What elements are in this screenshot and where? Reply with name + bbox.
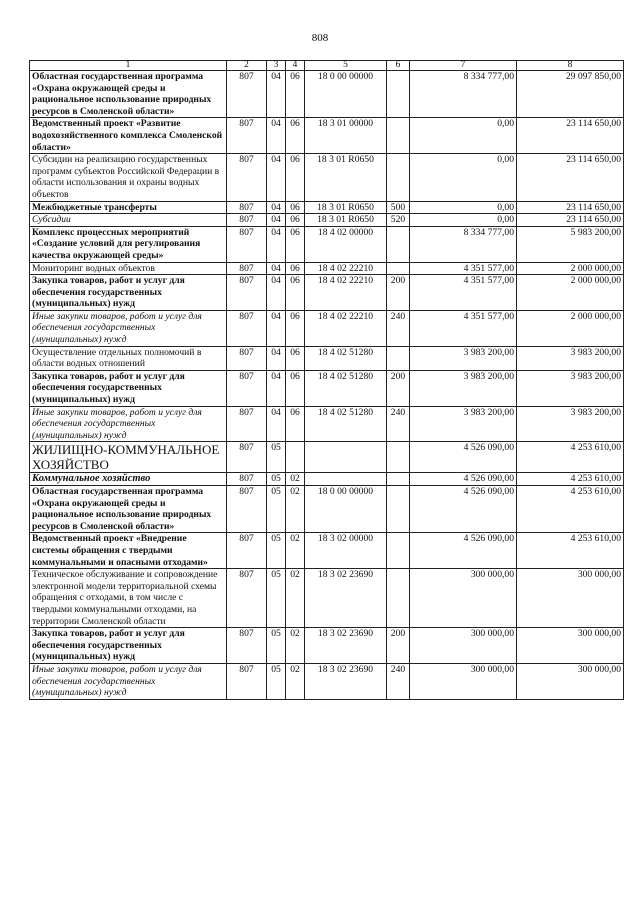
amount-year1-cell: 0,00: [410, 201, 517, 214]
amount-year1-cell: 4 526 090,00: [410, 473, 517, 486]
ministry-code-cell: 807: [227, 473, 267, 486]
column-header: 6: [387, 61, 410, 71]
target-article-cell: 18 3 01 00000: [305, 118, 387, 154]
row-name-cell: Закупка товаров, работ и услуг для обеспечения государственных (муниципальных) нужд: [30, 628, 227, 664]
target-article-cell: 18 4 02 51280: [305, 346, 387, 370]
ministry-code-cell: 807: [227, 569, 267, 628]
section-code-cell: 04: [267, 406, 286, 442]
column-header: 5: [305, 61, 387, 71]
target-article-cell: 18 4 02 51280: [305, 370, 387, 406]
ministry-code-cell: 807: [227, 628, 267, 664]
table-row: [30, 201, 624, 214]
row-name-cell: Ведомственный проект «Внедрение системы обращения с твердыми коммунальными и опасными отходами»: [30, 533, 227, 569]
budget-table: [29, 60, 624, 700]
amount-year1-cell: 0,00: [410, 214, 517, 227]
target-article-cell: 18 4 02 51280: [305, 406, 387, 442]
amount-year2-cell: 4 253 610,00: [517, 533, 624, 569]
amount-year2-cell: 2 000 000,00: [517, 262, 624, 275]
expense-type-cell: 200: [387, 370, 410, 406]
target-article-cell: [305, 473, 387, 486]
ministry-code-cell: 807: [227, 214, 267, 227]
expense-type-cell: [387, 442, 410, 473]
expense-type-cell: [387, 346, 410, 370]
ministry-code-cell: 807: [227, 118, 267, 154]
amount-year2-cell: 3 983 200,00: [517, 346, 624, 370]
amount-year1-cell: 4 526 090,00: [410, 533, 517, 569]
row-name-cell: Иные закупки товаров, работ и услуг для обеспечения государственных (муниципальных) нужд: [30, 406, 227, 442]
section-code-cell: 04: [267, 346, 286, 370]
ministry-code-cell: 807: [227, 346, 267, 370]
amount-year2-cell: 3 983 200,00: [517, 370, 624, 406]
section-code-cell: 05: [267, 533, 286, 569]
row-name-cell: Иные закупки товаров, работ и услуг для обеспечения государственных (муниципальных) нужд: [30, 310, 227, 346]
amount-year2-cell: 3 983 200,00: [517, 406, 624, 442]
amount-year2-cell: 5 983 200,00: [517, 226, 624, 262]
table-row: [30, 370, 624, 406]
table-row: [30, 442, 624, 473]
expense-type-cell: 520: [387, 214, 410, 227]
ministry-code-cell: 807: [227, 226, 267, 262]
table-row: [30, 214, 624, 227]
section-code-cell: 05: [267, 663, 286, 699]
expense-type-cell: 240: [387, 663, 410, 699]
row-name-cell: Коммунальное хозяйство: [30, 473, 227, 486]
expense-type-cell: [387, 569, 410, 628]
amount-year2-cell: 300 000,00: [517, 628, 624, 664]
row-name-cell: Техническое обслуживание и сопровождение электронной модели территориальной схемы обращения с отходами, в том числе с твердыми коммунальными отходами, на территории Смоленской области: [30, 569, 227, 628]
amount-year2-cell: 2 000 000,00: [517, 275, 624, 311]
subsection-code-cell: 02: [286, 486, 305, 533]
amount-year2-cell: 300 000,00: [517, 569, 624, 628]
table-row: [30, 226, 624, 262]
amount-year2-cell: 23 114 650,00: [517, 118, 624, 154]
amount-year1-cell: 8 334 777,00: [410, 226, 517, 262]
target-article-cell: [305, 442, 387, 473]
column-header: 2: [227, 61, 267, 71]
amount-year1-cell: 0,00: [410, 154, 517, 201]
row-name-cell: Субсидии на реализацию государственных программ субъектов Российской Федерации в области использования и охраны водных объектов: [30, 154, 227, 201]
row-name-cell: Осуществление отдельных полномочий в области водных отношений: [30, 346, 227, 370]
target-article-cell: 18 4 02 22210: [305, 310, 387, 346]
expense-type-cell: [387, 486, 410, 533]
column-header: 8: [517, 61, 624, 71]
row-name-cell: Областная государственная программа «Охрана окружающей среды и рациональное использование природных ресурсов в Смоленской области»: [30, 71, 227, 118]
target-article-cell: 18 3 01 R0650: [305, 201, 387, 214]
row-name-cell: ЖИЛИЩНО-КОММУНАЛЬНОЕ ХОЗЯЙСТВО: [30, 442, 227, 473]
ministry-code-cell: 807: [227, 370, 267, 406]
expense-type-cell: [387, 226, 410, 262]
subsection-code-cell: 06: [286, 310, 305, 346]
ministry-code-cell: 807: [227, 201, 267, 214]
amount-year1-cell: 3 983 200,00: [410, 406, 517, 442]
header-row: [30, 61, 624, 71]
subsection-code-cell: 06: [286, 226, 305, 262]
amount-year1-cell: 8 334 777,00: [410, 71, 517, 118]
target-article-cell: 18 3 02 23690: [305, 663, 387, 699]
row-name-cell: Закупка товаров, работ и услуг для обеспечения государственных (муниципальных) нужд: [30, 370, 227, 406]
subsection-code-cell: 06: [286, 346, 305, 370]
row-name-cell: Иные закупки товаров, работ и услуг для обеспечения государственных (муниципальных) нужд: [30, 663, 227, 699]
section-code-cell: 04: [267, 262, 286, 275]
expense-type-cell: 240: [387, 310, 410, 346]
amount-year1-cell: 4 526 090,00: [410, 486, 517, 533]
expense-type-cell: [387, 533, 410, 569]
section-code-cell: 04: [267, 226, 286, 262]
amount-year2-cell: 300 000,00: [517, 663, 624, 699]
target-article-cell: 18 4 02 22210: [305, 262, 387, 275]
subsection-code-cell: 02: [286, 628, 305, 664]
target-article-cell: 18 3 02 23690: [305, 569, 387, 628]
subsection-code-cell: [286, 442, 305, 473]
table-row: [30, 310, 624, 346]
target-article-cell: 18 3 01 R0650: [305, 214, 387, 227]
section-code-cell: 04: [267, 118, 286, 154]
subsection-code-cell: 06: [286, 275, 305, 311]
amount-year1-cell: 4 526 090,00: [410, 442, 517, 473]
section-code-cell: 04: [267, 201, 286, 214]
expense-type-cell: [387, 71, 410, 118]
row-name-cell: Межбюджетные трансферты: [30, 201, 227, 214]
row-name-cell: Ведомственный проект «Развитие водохозяйственного комплекса Смоленской области»: [30, 118, 227, 154]
column-header: 7: [410, 61, 517, 71]
amount-year2-cell: 23 114 650,00: [517, 154, 624, 201]
amount-year1-cell: 300 000,00: [410, 628, 517, 664]
table-row: [30, 486, 624, 533]
subsection-code-cell: 06: [286, 71, 305, 118]
page-number: 808: [311, 32, 329, 44]
subsection-code-cell: 02: [286, 569, 305, 628]
table-row: [30, 346, 624, 370]
ministry-code-cell: 807: [227, 71, 267, 118]
section-code-cell: 04: [267, 154, 286, 201]
expense-type-cell: 200: [387, 275, 410, 311]
table-row: [30, 569, 624, 628]
ministry-code-cell: 807: [227, 275, 267, 311]
amount-year2-cell: 2 000 000,00: [517, 310, 624, 346]
ministry-code-cell: 807: [227, 442, 267, 473]
amount-year1-cell: 4 351 577,00: [410, 262, 517, 275]
table-row: [30, 275, 624, 311]
target-article-cell: 18 4 02 22210: [305, 275, 387, 311]
section-code-cell: 05: [267, 569, 286, 628]
column-header: 4: [286, 61, 305, 71]
expense-type-cell: [387, 473, 410, 486]
row-name-cell: Мониторинг водных объектов: [30, 262, 227, 275]
subsection-code-cell: 02: [286, 663, 305, 699]
ministry-code-cell: 807: [227, 262, 267, 275]
amount-year1-cell: 3 983 200,00: [410, 346, 517, 370]
subsection-code-cell: 06: [286, 406, 305, 442]
section-code-cell: 05: [267, 442, 286, 473]
subsection-code-cell: 02: [286, 533, 305, 569]
ministry-code-cell: 807: [227, 154, 267, 201]
table-row: [30, 473, 624, 486]
section-code-cell: 04: [267, 214, 286, 227]
subsection-code-cell: 06: [286, 262, 305, 275]
target-article-cell: 18 3 02 23690: [305, 628, 387, 664]
amount-year2-cell: 4 253 610,00: [517, 486, 624, 533]
ministry-code-cell: 807: [227, 310, 267, 346]
target-article-cell: 18 3 01 R0650: [305, 154, 387, 201]
amount-year1-cell: 4 351 577,00: [410, 275, 517, 311]
table-row: [30, 262, 624, 275]
expense-type-cell: [387, 262, 410, 275]
amount-year2-cell: 4 253 610,00: [517, 473, 624, 486]
amount-year2-cell: 23 114 650,00: [517, 201, 624, 214]
target-article-cell: 18 0 00 00000: [305, 71, 387, 118]
amount-year1-cell: 300 000,00: [410, 569, 517, 628]
subsection-code-cell: 06: [286, 214, 305, 227]
section-code-cell: 04: [267, 275, 286, 311]
amount-year2-cell: 4 253 610,00: [517, 442, 624, 473]
row-name-cell: Закупка товаров, работ и услуг для обеспечения государственных (муниципальных) нужд: [30, 275, 227, 311]
table-row: [30, 118, 624, 154]
row-name-cell: Комплекс процессных мероприятий «Создание условий для регулирования качества окружающей среды»: [30, 226, 227, 262]
amount-year1-cell: 0,00: [410, 118, 517, 154]
subsection-code-cell: 06: [286, 154, 305, 201]
table-row: [30, 154, 624, 201]
expense-type-cell: 500: [387, 201, 410, 214]
subsection-code-cell: 02: [286, 473, 305, 486]
ministry-code-cell: 807: [227, 486, 267, 533]
table-row: [30, 628, 624, 664]
table-body: [30, 71, 624, 700]
expense-type-cell: [387, 118, 410, 154]
section-code-cell: 04: [267, 310, 286, 346]
target-article-cell: 18 0 00 00000: [305, 486, 387, 533]
expense-type-cell: 240: [387, 406, 410, 442]
amount-year2-cell: 23 114 650,00: [517, 214, 624, 227]
target-article-cell: 18 4 02 00000: [305, 226, 387, 262]
table-row: [30, 71, 624, 118]
expense-type-cell: [387, 154, 410, 201]
amount-year1-cell: 300 000,00: [410, 663, 517, 699]
ministry-code-cell: 807: [227, 663, 267, 699]
subsection-code-cell: 06: [286, 118, 305, 154]
section-code-cell: 05: [267, 486, 286, 533]
table-row: [30, 663, 624, 699]
ministry-code-cell: 807: [227, 533, 267, 569]
section-code-cell: 04: [267, 370, 286, 406]
table-row: [30, 533, 624, 569]
amount-year1-cell: 4 351 577,00: [410, 310, 517, 346]
row-name-cell: Областная государственная программа «Охрана окружающей среды и рациональное использование природных ресурсов в Смоленской области»: [30, 486, 227, 533]
amount-year1-cell: 3 983 200,00: [410, 370, 517, 406]
subsection-code-cell: 06: [286, 201, 305, 214]
row-name-cell: Субсидии: [30, 214, 227, 227]
section-code-cell: 05: [267, 473, 286, 486]
section-code-cell: 05: [267, 628, 286, 664]
ministry-code-cell: 807: [227, 406, 267, 442]
subsection-code-cell: 06: [286, 370, 305, 406]
table-row: [30, 406, 624, 442]
column-header: 1: [30, 61, 227, 71]
target-article-cell: 18 3 02 00000: [305, 533, 387, 569]
section-code-cell: 04: [267, 71, 286, 118]
column-header: 3: [267, 61, 286, 71]
expense-type-cell: 200: [387, 628, 410, 664]
amount-year2-cell: 29 097 850,00: [517, 71, 624, 118]
